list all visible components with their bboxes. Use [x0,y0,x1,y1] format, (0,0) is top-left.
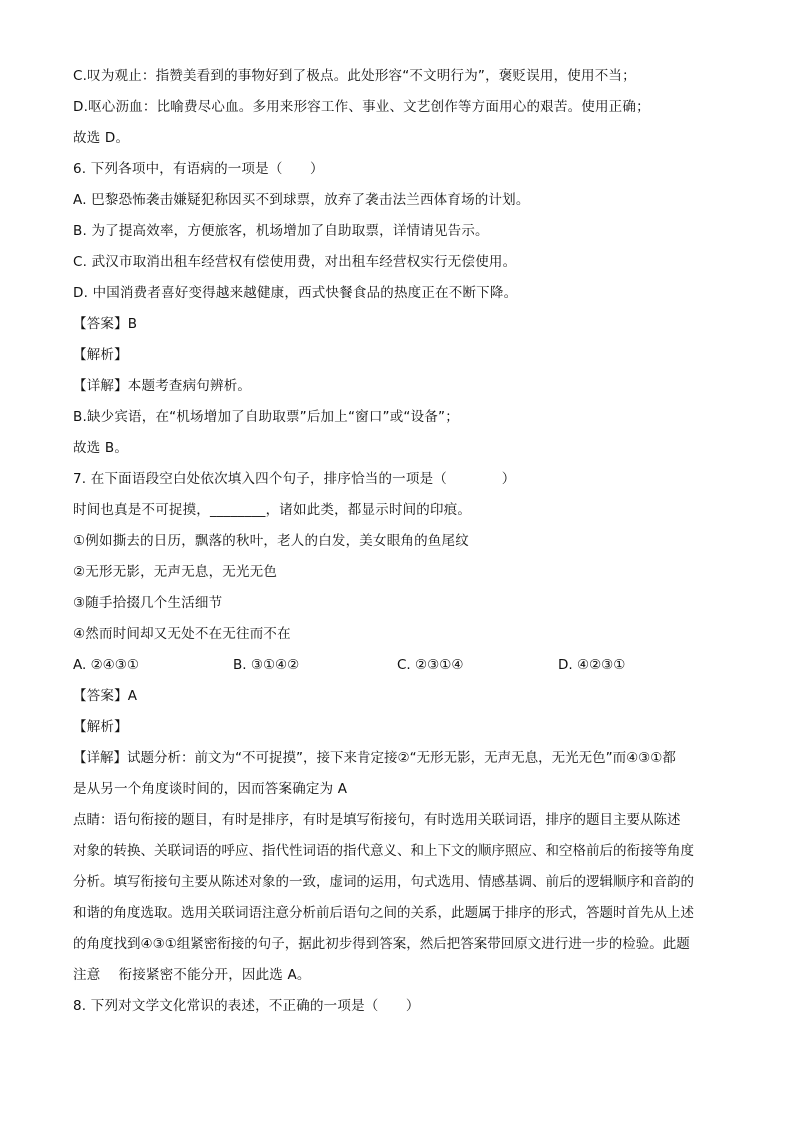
question-6-option-a: A. 巴黎恐怖袭击嫌疑犯称因买不到球票，放弃了袭击法兰西体育场的计划。 [73,192,530,208]
answer-7: 【答案】A [73,688,138,704]
text-line: D.呕心沥血：比喻费尽心血。多用来形容工作、事业、文艺创作等方面用心的艰苦。使用正确； [73,99,650,115]
question-7-option-a: A. ②④③① [73,657,139,673]
tip-line-2: 对象的转换、关联词语的呼应、指代性词语的指代意义、和上下文的顺序照应、和空格前后的衔接等角度 [73,843,694,859]
question-7-option-c: C. ②③①④ [397,657,464,673]
text-line: 故选 D。 [73,130,130,146]
question-7-sentence-1: ①例如撕去的日历，飘落的秋叶，老人的白发，美女眼角的鱼尾纹 [73,533,469,549]
analysis-7-heading: 【解析】 [73,719,128,735]
question-6-option-c: C. 武汉市取消出租车经营权有偿使用费，对出租车经营权实行无偿使用。 [73,254,517,270]
detail-6: 【详解】本题考查病句辨析。 [73,378,252,394]
question-7-sentence-2: ②无形无影，无声无息，无光无色 [73,564,278,580]
answer-6: 【答案】B [73,316,138,332]
question-6-option-b: B. 为了提高效率，方便旅客，机场增加了自助取票，详情请见告示。 [73,223,489,239]
tip-line-1: 点睛：语句衔接的题目，有时是排序，有时是填写衔接句，有时选用关联词语，排序的题目主要从陈述 [73,812,681,828]
tip-line-4: 和谐的角度选取。选用关联词语注意分析前后语句之间的关系，此题属于排序的形式，答题时首先从上述 [73,905,694,921]
tip-line-3: 分析。填写衔接句主要从陈述对象的一致，虚词的运用，句式选用、情感基调、前后的逻辑顺序和音韵的 [73,874,694,890]
analysis-6-heading: 【解析】 [73,347,128,363]
question-7-stem: 7. 在下面语段空白处依次填入四个句子，排序恰当的一项是（ ） [73,471,516,487]
question-7-sentence-4: ④然而时间却又无处不在无往而不在 [73,626,291,642]
question-6-option-d: D. 中国消费者喜好变得越来越健康，西式快餐食品的热度正在不断下降。 [73,285,518,301]
question-7-option-d: D. ④②③① [558,657,626,673]
explanation-6: B.缺少宾语，在“机场增加了自助取票”后加上“窗口”或“设备”； [73,409,459,425]
question-6-stem: 6. 下列各项中，有语病的一项是（ ） [73,161,324,177]
tip-line-5: 的角度找到④③①组紧密衔接的句子，据此初步得到答案，然后把答案带回原文进行进一步的检验。此题 [73,936,690,952]
question-7-sentence-3: ③随手拾掇几个生活细节 [73,595,223,611]
detail-7-line-2: 是从另一个角度谈时间的，因而答案确定为 A [73,781,348,797]
question-8-stem: 8. 下列对文学文化常识的表述，不正确的一项是（ ） [73,998,420,1014]
text-line: C.叹为观止：指赞美看到的事物好到了极点。此处形容“不文明行为”，褒贬误用，使用不当； [73,68,636,84]
detail-7-line-1: 【详解】试题分析：前文为“不可捉摸”，接下来肯定接②“无形无影，无声无息，无光无色”而④③①都 [73,750,676,766]
question-7-passage: 时间也真是不可捉摸，________，诸如此类，都显示时间的印痕。 [73,502,472,518]
tip-line-6: 注意 衔接紧密不能分开，因此选 A。 [73,967,311,983]
selection-6: 故选 B。 [73,440,129,456]
question-7-option-b: B. ③①④② [233,657,300,673]
